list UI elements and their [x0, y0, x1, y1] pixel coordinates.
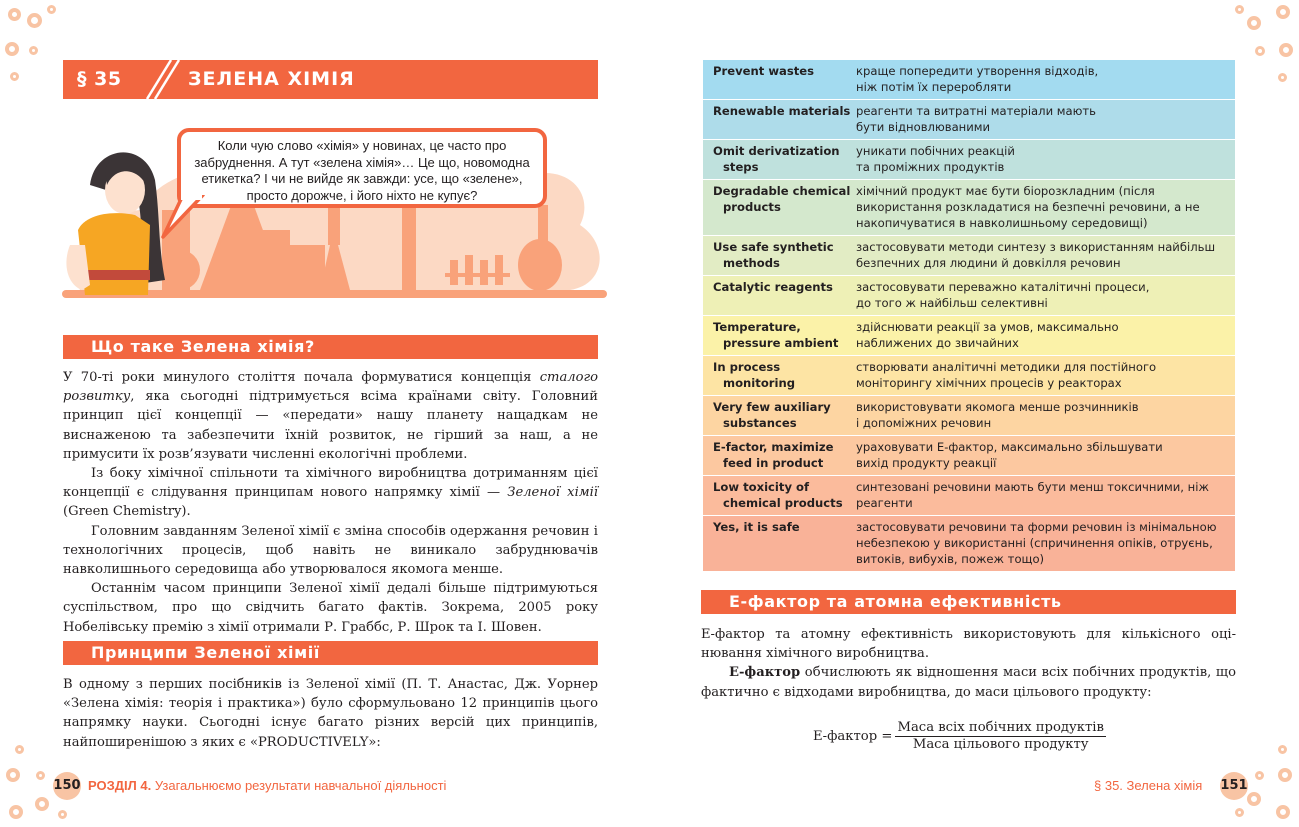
principle-term [703, 63, 856, 95]
text: обчислюють як відношення маси всіх побічних продуктів, що фактично є відходами виробництва, до маси цільового продукту: [701, 665, 1236, 700]
formula-fraction [895, 720, 1106, 753]
principle-term-line1: Temperature, [713, 320, 801, 334]
chapter-number: § 35 [77, 68, 122, 90]
principle-term-line1: Use safe synthetic [713, 240, 834, 254]
chapter-header [63, 60, 598, 99]
principle-term [703, 319, 856, 351]
principle-row [703, 236, 1235, 276]
principle-term [703, 399, 856, 431]
section-heading-principles: Принципи Зеленої хімії [63, 641, 598, 665]
principle-description: здійснювати реакції за умов, максимально наближених до звичайних [856, 320, 1119, 350]
chapter-title: ЗЕЛЕНА ХІМІЯ [188, 68, 355, 90]
footer-left [88, 778, 446, 793]
principle-row [703, 100, 1235, 140]
principle-description: краще попередити утворення відходів, ніж потім їх переробляти [856, 64, 1099, 94]
principle-term-line1: Catalytic reagents [713, 280, 833, 294]
term-bold: Е-фактор [729, 665, 801, 681]
principle-term [703, 439, 856, 471]
principle-description: реагенти та витратні матеріали мають бути відновлюваними [856, 104, 1096, 134]
principle-description: застосовувати методи синтезу з використанням найбільш безпечних для людини й довкілля речовин [856, 240, 1216, 270]
formula-lhs: Е-фактор = [813, 729, 893, 744]
principle-term-line2: chemical products [723, 496, 843, 510]
paragraph: В одному з перших посібників із Зеленої хімії (П. Т. Анастас, Дж. Уорнер «Зелена хімія: теорія і практика») було сформульовано 12 принципів цього напрямку науки. Сьогодні існує багато різних версій цих принципів, найпоширенішою з яких є «PRODUCTIVELY»: [63, 677, 598, 750]
section1-body [63, 368, 598, 637]
double-slash-icon [141, 60, 181, 99]
principle-row [703, 436, 1235, 476]
principle-description: застосовувати переважно каталітичні процеси, до того ж найбільш селективні [856, 280, 1150, 310]
principle-description: використовувати якомога менше розчинників і допоміжних речовин [856, 400, 1139, 430]
text: Із боку хімічної спільноти та хімічного виробництва дотриманням цієї концепції є слідування принципам нового напрямку хімії — [63, 466, 598, 501]
principle-term-line1: Yes, it is safe [713, 520, 800, 534]
principle-description: ураховувати Е-фактор, максимально збільшувати вихід продукту реакції [856, 440, 1163, 470]
footer-right: § 35. Зелена хімія [1094, 778, 1203, 793]
principle-description: застосовувати речовини та форми речовин із мінімальною небезпекою у використанні (спричинення опіків, отруєнь, витоків, вибухів, пожеж тощо) [856, 520, 1217, 566]
formula-denominator: Маса цільового продукту [912, 737, 1089, 752]
principle-term-line1: Low toxicity of [713, 480, 810, 494]
principle-description: створювати аналітичні методики для постійного моніторингу хімічних процесів у реакторах [856, 360, 1157, 390]
principle-term-line1: Prevent wastes [713, 64, 815, 78]
principle-term [703, 103, 856, 135]
principle-row [703, 356, 1235, 396]
principle-term-line1: Omit derivatization [713, 144, 840, 158]
term-italic: сталого розвитку [63, 370, 598, 405]
paragraph: Останнім часом принципи Зеленої хімії дедалі більше підтримуються суспільством, про що свідчить багато фактів. Зокрема, 2005 року Нобелівську премію з хімії отримали Р. Граббс, Р. Шрок та І. Шовен. [63, 581, 598, 635]
principle-term [703, 183, 856, 231]
principle-term-line1: Very few auxiliary [713, 400, 831, 414]
principle-term-line2: pressure ambient [723, 336, 839, 350]
principle-term [703, 519, 856, 567]
principle-row [703, 140, 1235, 180]
principle-term-line2: feed in product [723, 456, 824, 470]
formula-numerator: Маса всіх побічних продуктів [897, 720, 1104, 735]
principle-term-line1: E-factor, maximize [713, 440, 834, 454]
principle-term-line2: substances [723, 416, 797, 430]
principle-term [703, 359, 856, 391]
footer-chapter-title: Узагальнюємо результати навчальної діяльності [154, 778, 447, 793]
principle-term [703, 239, 856, 271]
principle-term-line2: monitoring [723, 376, 796, 390]
principle-row [703, 316, 1235, 356]
principles-table [703, 60, 1235, 572]
principle-row [703, 276, 1235, 316]
paragraph: Головним завданням Зеленої хімії є зміна способів одержання речовин і технологічних процесів, щоб навіть не виникало забруднювачів навколишнього середовища або утворювалося якомога менше. [63, 523, 598, 578]
page-number-left: 150 [53, 772, 81, 800]
text: , яка сьогодні підтримується всіма країнами світу. Головний принцип цієї концепції — «передати» нашу планету нащадкам не виснаженою та забезпечити їхній розвиток, не гірший за наш, а не примусити їх розв’язувати численні екологічні проблеми. [63, 389, 598, 462]
principle-term-line1: In process [713, 360, 781, 374]
e-factor-formula [813, 720, 1106, 753]
principle-term [703, 279, 856, 311]
principle-row [703, 396, 1235, 436]
section2-body [63, 675, 598, 752]
principle-description: уникати побічних реакцій та проміжних продуктів [856, 144, 1015, 174]
text: У 70-ті роки минулого століття почала формуватися концепція [63, 370, 540, 385]
principle-row [703, 476, 1235, 516]
section-heading-e-factor: Е-фактор та атомна ефективність [701, 590, 1236, 614]
page-number-right: 151 [1220, 772, 1248, 800]
paragraph: Е-фактор та атомну ефективність використовують для кількісного оцінювання хімічного виробництва. [701, 627, 1236, 662]
principle-term-line2: products [723, 200, 781, 214]
principle-row [703, 60, 1235, 100]
principle-term [703, 479, 856, 511]
principle-term [703, 143, 856, 175]
principle-row [703, 180, 1235, 236]
principle-term-line1: Renewable materials [713, 104, 851, 118]
principle-description: синтезовані речовини мають бути менш токсичними, ніж реагенти [856, 480, 1209, 510]
principle-description: хімічний продукт має бути біорозкладним (після використання розкладатися на безпечні речовини, а не накопичуватися в навколишньому середовищі) [856, 184, 1200, 230]
principle-term-line2: steps [723, 160, 759, 174]
text: (Green Chemistry). [63, 504, 191, 520]
principle-row [703, 516, 1235, 572]
principle-term-line2: methods [723, 256, 780, 270]
principle-term-line1: Degradable chemical [713, 184, 851, 198]
footer-chapter-label: РОЗДІЛ 4. [88, 778, 152, 793]
section-heading-what-is-green-chemistry: Що таке Зелена хімія? [63, 335, 598, 359]
section3-body [701, 625, 1236, 702]
term-italic: Зеленої хімії [507, 485, 598, 501]
speech-bubble-tail [155, 195, 205, 240]
speech-bubble: Коли чую слово «хімія» у новинах, це часто про забруднення. А тут «зелена хімія»… Це що, новомодна етикетка? І чи не вийде як завжди: усе, що «зелене», просто дорожче, і його ніхто не купує? [177, 128, 547, 208]
